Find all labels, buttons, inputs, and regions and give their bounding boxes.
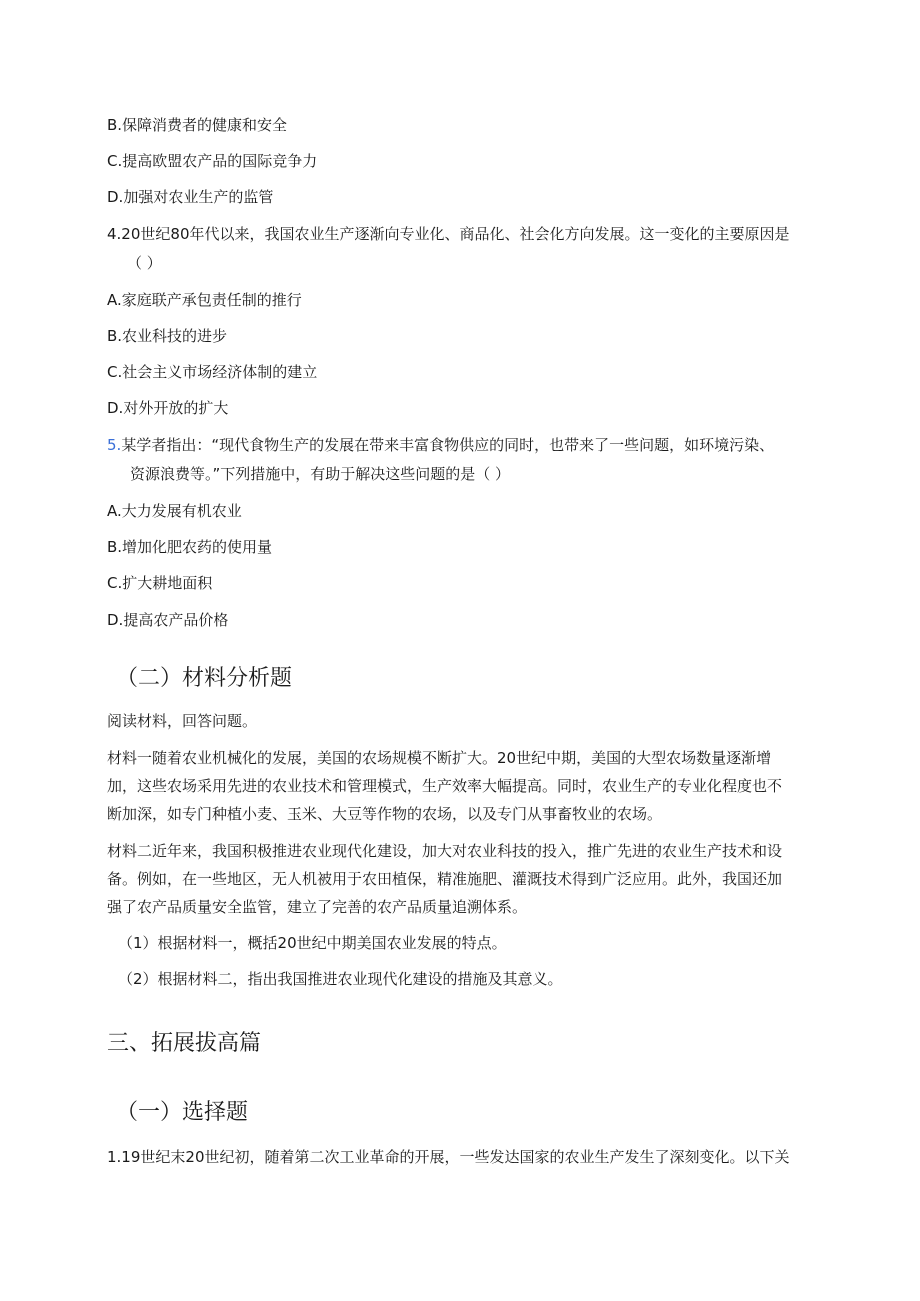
extend-q1-line1: 1.19世纪末20世纪初，随着第二次工业革命的开展，一些发达国家的农业生产发生了深刻变化。以下关 [107, 1148, 790, 1166]
q3-option-b: B.保障消费者的健康和安全 [107, 116, 288, 134]
q3-option-d: D.加强对农业生产的监管 [107, 188, 274, 206]
q5-option-d: D.提高农产品价格 [107, 611, 229, 629]
q5-stem-text: 某学者指出：“现代食物生产的发展在带来丰富食物供应的同时，也带来了一些问题，如环境污染、 [121, 436, 775, 454]
material2-line1: 材料二近年来，我国积极推进农业现代化建设，加大对农业科技的投入，推广先进的农业生产技术和设 [107, 842, 783, 860]
material-intro: 阅读材料，回答问题。 [107, 712, 258, 730]
q5-number: 5. [107, 436, 122, 454]
material-question-2: （2）根据材料二，指出我国推进农业现代化建设的措施及其意义。 [118, 970, 563, 988]
material1-line1: 材料一随着农业机械化的发展，美国的农场规模不断扩大。20世纪中期，美国的大型农场数量逐渐增 [107, 749, 772, 767]
q5-stem-line2: 资源浪费等。”下列措施中，有助于解决这些问题的是（ ） [130, 465, 511, 483]
choice-sub-heading: （一）选择题 [116, 1100, 249, 1125]
q5-stem-line1 [107, 435, 774, 455]
material-section-heading: （二）材料分析题 [116, 666, 293, 691]
q4-option-a: A.家庭联产承包责任制的推行 [107, 291, 302, 309]
material2-line2: 备。例如，在一些地区，无人机被用于农田植保，精准施肥、灌溉技术得到广泛应用。此外，我国还加 [107, 870, 783, 888]
material-question-1: （1）根据材料一，概括20世纪中期美国农业发展的特点。 [118, 934, 507, 952]
material1-line3: 断加深，如专门种植小麦、玉米、大豆等作物的农场，以及专门从事畜牧业的农场。 [107, 805, 663, 823]
q4-option-c: C.社会主义市场经济体制的建立 [107, 363, 318, 381]
material1-line2: 加，这些农场采用先进的农业技术和管理模式，生产效率大幅提高。同时，农业生产的专业化程度也不 [107, 777, 783, 795]
extend-section-heading: 三、拓展拔高篇 [107, 1031, 262, 1056]
q3-option-c: C.提高欧盟农产品的国际竞争力 [107, 152, 318, 170]
q5-option-c: C.扩大耕地面积 [107, 574, 213, 592]
q4-stem-line2: （ ） [127, 254, 162, 272]
q4-option-d: D.对外开放的扩大 [107, 399, 229, 417]
material2-line3: 强了农产品质量安全监管，建立了完善的农产品质量追溯体系。 [107, 898, 528, 916]
q5-option-a: A.大力发展有机农业 [107, 502, 242, 520]
q4-option-b: B.农业科技的进步 [107, 327, 228, 345]
q4-stem-line1: 4.20世纪80年代以来，我国农业生产逐渐向专业化、商品化、社会化方向发展。这一变化的主要原因是 [107, 225, 790, 243]
q5-option-b: B.增加化肥农药的使用量 [107, 538, 273, 556]
